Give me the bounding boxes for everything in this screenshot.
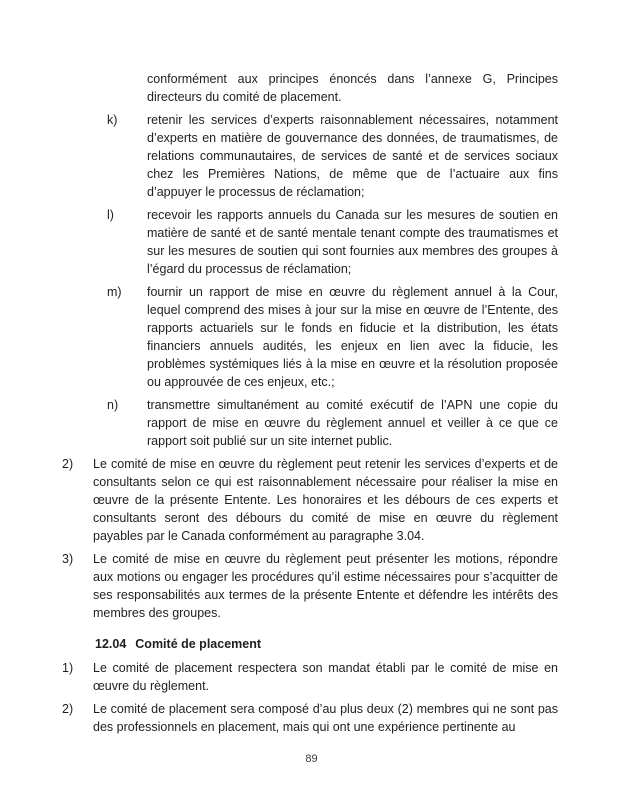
item-text: recevoir les rapports annuels du Canada sur les mesures de soutien en matière de santé et de santé mentale tenant compte des traumatismes et sur les mesures de soutien qui sont fournies aux membres des groupes à l’égard du processus de réclamation; bbox=[147, 208, 558, 276]
item-label: l) bbox=[107, 208, 114, 222]
list-item-n bbox=[107, 396, 558, 450]
item-label: m) bbox=[107, 285, 122, 299]
numbered-item-3 bbox=[62, 550, 558, 622]
item-text: Le comité de mise en œuvre du règlement peut retenir les services d’experts et de consultants selon ce qui est raisonnablement nécessaire pour réaliser la mise en œuvre de la présente Entente. Les honoraires et les débours de ces experts et consultants seront des débours du comité de mise en œuvre du règlement payables par le Canada conformément au paragraphe 3.04. bbox=[93, 457, 558, 543]
item-text: transmettre simultanément au comité exécutif de l’APN une copie du rapport de mise en œuvre du règlement annuel et veiller à ce que ce rapport soit publié sur un site internet public. bbox=[147, 398, 558, 448]
numbered-item-section-2 bbox=[62, 700, 558, 736]
item-label: 1) bbox=[62, 661, 74, 675]
list-item-m bbox=[107, 283, 558, 391]
item-text: Le comité de mise en œuvre du règlement peut présenter les motions, répondre aux motions ou engager les procédures qu’il estime nécessaires pour s’acquitter de ses responsabilités aux termes de la présente Entente et défendre les intérêts des membres des groupes. bbox=[93, 552, 558, 620]
item-label: k) bbox=[107, 113, 118, 127]
section-number: 12.04 bbox=[95, 637, 127, 651]
item-text: retenir les services d’experts raisonnablement nécessaires, notamment d’experts en matière de gouvernance des données, de traumatismes, de relations communautaires, de services de santé et de services sociaux chez les Premières Nations, de même que de l’actuaire aux fins d’appuyer le processus de réclamation; bbox=[147, 113, 558, 199]
numbered-item-section-1 bbox=[62, 659, 558, 695]
page-number: 89 bbox=[305, 753, 318, 765]
section-title: Comité de placement bbox=[135, 637, 262, 651]
list-item-l bbox=[107, 206, 558, 278]
item-label: 2) bbox=[62, 702, 74, 716]
numbered-item-2 bbox=[62, 455, 558, 545]
intro-continuation-paragraph: conformément aux principes énoncés dans l’annexe G, Principes directeurs du comité de placement. bbox=[147, 72, 558, 104]
item-label: 3) bbox=[62, 552, 74, 566]
list-item-k bbox=[107, 111, 558, 201]
item-text: Le comité de placement respectera son mandat établi par le comité de mise en œuvre du règlement. bbox=[93, 661, 558, 693]
section-heading bbox=[95, 635, 558, 653]
item-text: Le comité de placement sera composé d’au plus deux (2) membres qui ne sont pas des professionnels en placement, mais qui ont une expérience pertinente au bbox=[93, 702, 558, 734]
item-text: fournir un rapport de mise en œuvre du règlement annuel à la Cour, lequel comprend des mises à jour sur la mise en œuvre de l’Entente, des rapports actuariels sur le fonds en fiducie et la distribution, les états financiers annuels audités, les enjeux en lien avec la fiducie, les problèmes systémiques liés à la mise en œuvre et la résolution proposée ou approuvée de ces enjeux, etc.; bbox=[147, 285, 558, 389]
item-label: 2) bbox=[62, 457, 74, 471]
item-label: n) bbox=[107, 398, 119, 412]
